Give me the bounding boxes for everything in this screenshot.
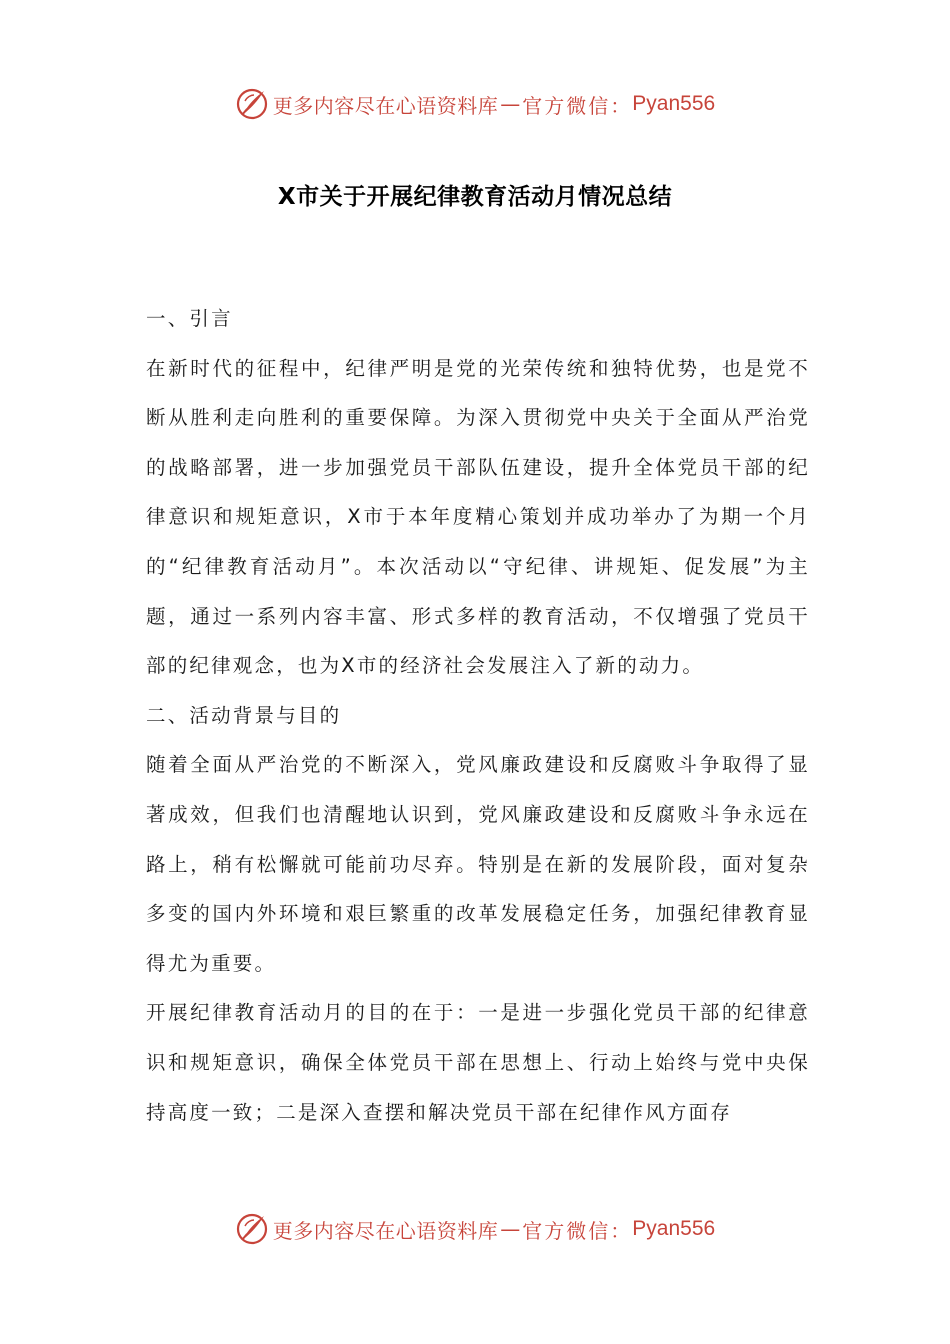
watermark-wechat-id: Pyan556 [632, 92, 716, 115]
quill-pen-logo-icon [235, 87, 269, 121]
header-watermark [0, 84, 950, 124]
document-title: X市关于开展纪律教育活动月情况总结 [277, 184, 673, 210]
watermark-brand-text: 更多内容尽在心语资料库 [272, 1218, 499, 1243]
section-heading-background: 二、活动背景与目的 [146, 703, 342, 727]
watermark-dash: — [500, 1217, 521, 1241]
watermark-brand-text: 更多内容尽在心语资料库 [272, 93, 499, 118]
watermark-official-label: 官方微信： [522, 93, 633, 118]
watermark-wechat-id: Pyan556 [632, 1217, 716, 1240]
body-paragraph: 开展纪律教育活动月的目的在于：一是进一步强化党员干部的纪律意识和规矩意识，确保全体党员干部在思想上、行动上始终与党中央保持高度一致；二是深入查摆和解决党员干部在纪律作风方面存 [146, 1001, 810, 1124]
quill-pen-logo-icon [235, 1212, 269, 1246]
document-body [146, 294, 810, 1137]
section-heading-introduction: 一、引言 [146, 307, 233, 330]
watermark-official-label: 官方微信： [522, 1218, 633, 1243]
footer-watermark [0, 1209, 950, 1249]
watermark-dash: — [500, 92, 521, 116]
body-paragraph: 随着全面从严治党的不断深入，党风廉政建设和反腐败斗争取得了显著成效，但我们也清醒地认识到，党风廉政建设和反腐败斗争永远在路上，稍有松懈就可能前功尽弃。特别是在新的发展阶段，面对复杂多变的国内外环境和艰巨繁重的改革发展稳定任务，加强纪律教育显得尤为重要。 [146, 753, 810, 975]
body-paragraph: 在新时代的征程中，纪律严明是党的光荣传统和独特优势，也是党不断从胜利走向胜利的重要保障。为深入贯彻党中央关于全面从严治党的战略部署，进一步加强党员干部队伍建设，提升全体党员干部的纪律意识和规矩意识，X市于本年度精心策划并成功举办了为期一个月的“纪律教育活动月”。本次活动以“守纪律、讲规矩、促发展”为主题，通过一系列内容丰富、形式多样的教育活动，不仅增强了党员干部的纪律观念，也为X市的经济社会发展注入了新的动力。 [146, 356, 810, 678]
